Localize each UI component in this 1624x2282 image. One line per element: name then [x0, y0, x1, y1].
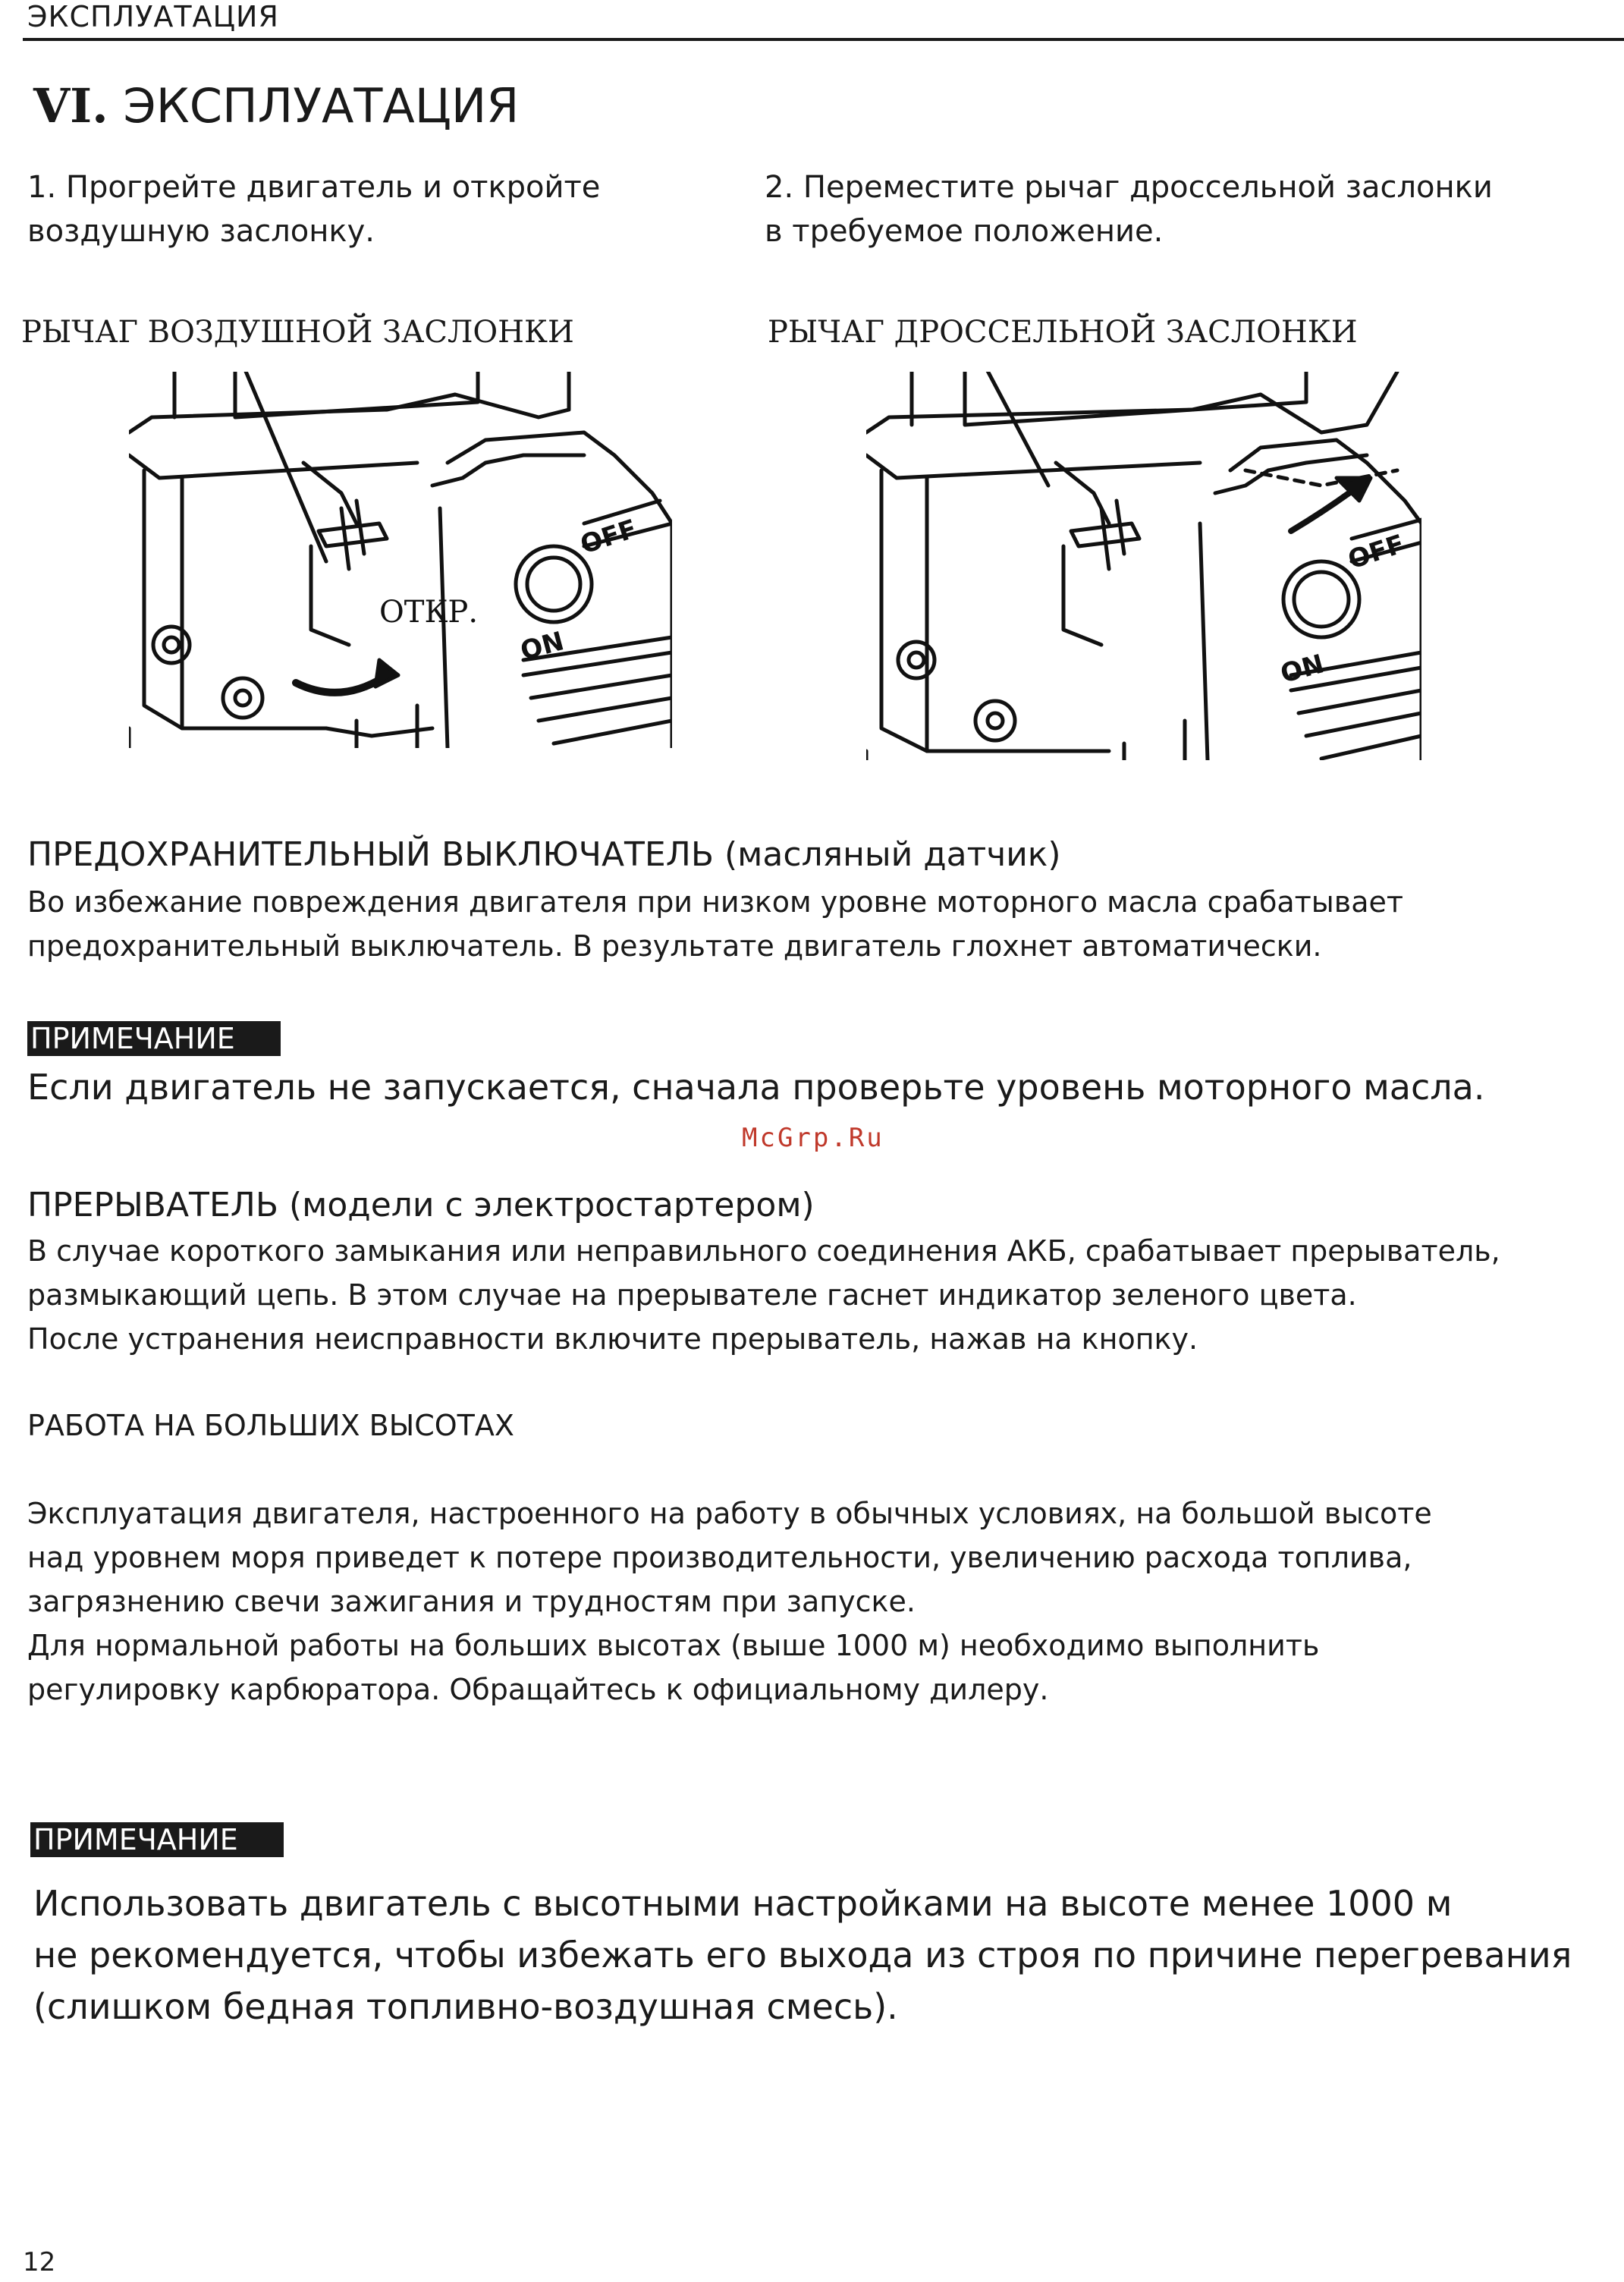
section-title: [33, 76, 519, 137]
figure-1-open-label: ОТКР.: [379, 595, 479, 630]
running-header: ЭКСПЛУАТАЦИЯ: [27, 0, 279, 33]
section-roman-numeral: VI.: [33, 78, 108, 134]
engine-choke-lever-illustration: [129, 372, 672, 748]
breaker-line-2: размыкающий цепь. В этом случае на прерывателе гаснет индикатор зеленого цвета.: [27, 1278, 1357, 1312]
step-2: [765, 165, 1599, 253]
note-2-line-1: Использовать двигатель с высотными настройками на высоте менее 1000 м: [33, 1883, 1453, 1924]
engine-throttle-lever-illustration: [866, 372, 1421, 760]
figure-2-caption: РЫЧАГ ДРОССЕЛЬНОЙ ЗАСЛОНКИ: [768, 315, 1358, 350]
altitude-line-5: регулировку карбюратора. Обращайтесь к официальному дилеру.: [27, 1673, 1049, 1706]
figure-1-off-label: OFF: [576, 514, 641, 561]
note-2-badge: ПРИМЕЧАНИЕ: [30, 1822, 284, 1857]
section-title-text: ЭКСПЛУАТАЦИЯ: [123, 78, 520, 134]
figure-2-on-label: ON: [1277, 649, 1327, 690]
figure-1-caption: РЫЧАГ ВОЗДУШНОЙ ЗАСЛОНКИ: [21, 315, 574, 350]
note-1-text: Если двигатель не запускается, сначала проверьте уровень моторного масла.: [27, 1067, 1485, 1108]
altitude-heading: РАБОТА НА БОЛЬШИХ ВЫСОТАХ: [27, 1409, 514, 1442]
figure-2-off-label: OFF: [1344, 529, 1409, 576]
breaker-heading: ПРЕРЫВАТЕЛЬ (модели с электростартером): [27, 1186, 815, 1224]
note-2-line-2: не рекомендуется, чтобы избежать его выхода из строя по причине перегревания: [33, 1935, 1572, 1976]
step-2-line-2: в требуемое положение.: [765, 214, 1164, 249]
altitude-line-2: над уровнем моря приведет к потере производительности, увеличению расхода топлива,: [27, 1541, 1412, 1574]
oil-switch-heading: ПРЕДОХРАНИТЕЛЬНЫЙ ВЫКЛЮЧАТЕЛЬ (масляный датчик): [27, 835, 1061, 874]
step-1-line-1: 1. Прогрейте двигатель и откройте: [27, 170, 601, 205]
figure-1-on-label: ON: [517, 626, 567, 667]
oil-switch-line-2: предохранительный выключатель. В результате двигатель глохнет автоматически.: [27, 929, 1322, 963]
header-rule: [23, 38, 1624, 41]
watermark: McGrp.Ru: [742, 1123, 884, 1153]
note-1-badge: ПРИМЕЧАНИЕ: [27, 1021, 281, 1056]
step-1: [27, 165, 710, 253]
altitude-line-1: Эксплуатация двигателя, настроенного на работу в обычных условиях, на большой высоте: [27, 1497, 1432, 1530]
breaker-line-3: После устранения неисправности включите прерыватель, нажав на кнопку.: [27, 1322, 1198, 1356]
step-1-line-2: воздушную заслонку.: [27, 214, 375, 249]
altitude-line-4: Для нормальной работы на больших высотах (выше 1000 м) необходимо выполнить: [27, 1629, 1320, 1662]
step-2-line-1: 2. Переместите рычаг дроссельной заслонки: [765, 170, 1493, 205]
altitude-line-3: загрязнению свечи зажигания и трудностям при запуске.: [27, 1585, 916, 1618]
note-2-line-3: (слишком бедная топливно-воздушная смесь).: [33, 1986, 898, 2027]
page-number: 12: [23, 2247, 56, 2277]
breaker-line-1: В случае короткого замыкания или неправильного соединения АКБ, срабатывает прерыватель,: [27, 1234, 1500, 1268]
oil-switch-line-1: Во избежание повреждения двигателя при низком уровне моторного масла срабатывает: [27, 885, 1403, 919]
